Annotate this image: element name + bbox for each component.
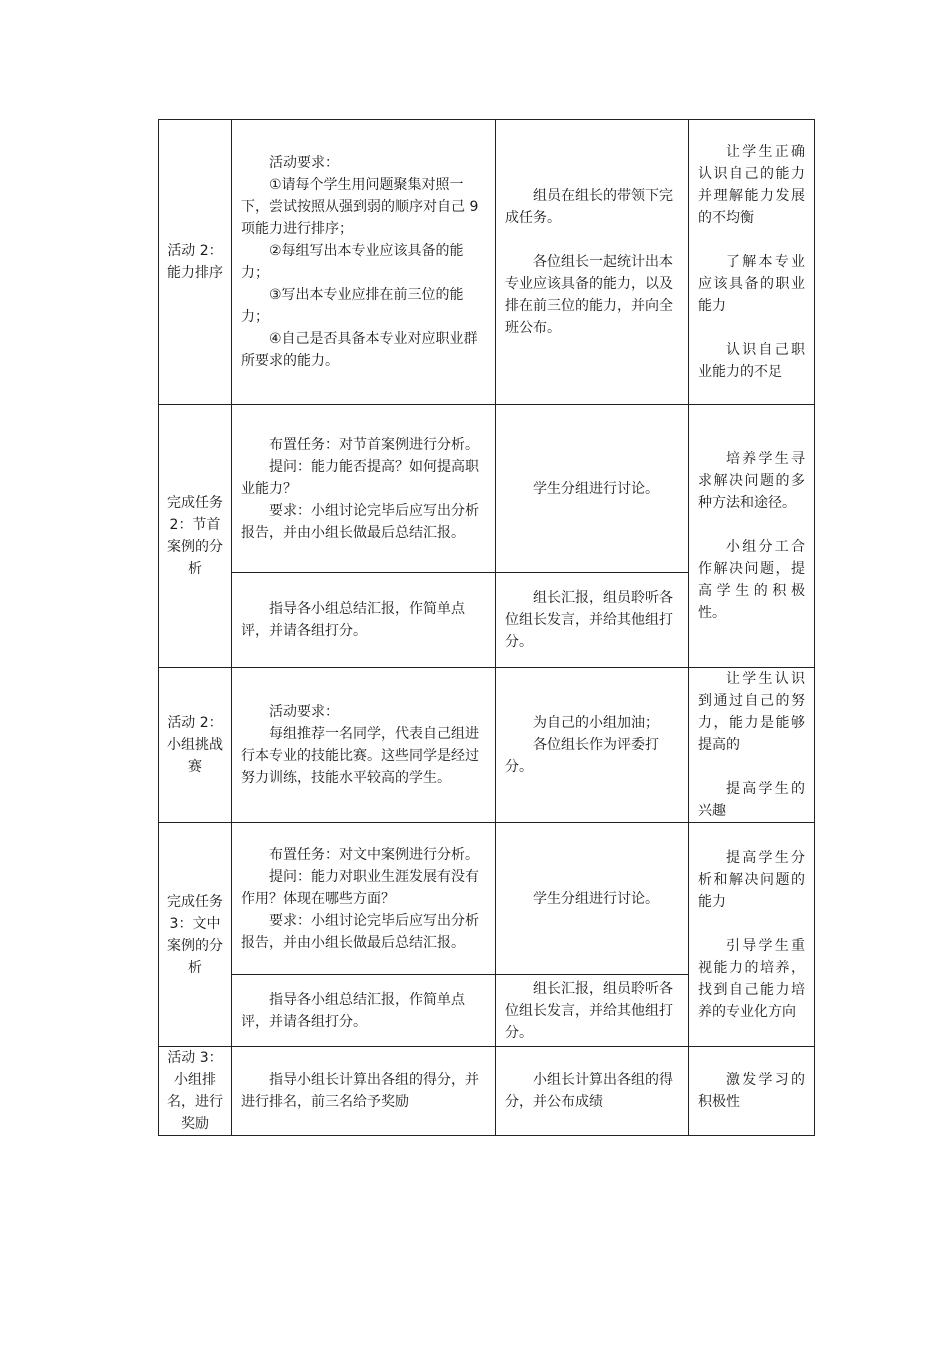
text-line: 培养学生寻求解决问题的多种方法和途径。: [698, 451, 805, 511]
activity-title: 完成任务 2：节首案例的分析: [159, 405, 232, 668]
table-row: [159, 405, 815, 573]
text-line: 组长汇报，组员聆听各位组长发言，并给其他组打分。: [505, 980, 673, 1041]
table-row: [159, 823, 815, 975]
teacher-activity: [232, 975, 496, 1047]
activity-title: 完成任务 3：文中案例的分析: [159, 823, 232, 1047]
text-line: 活动要求：: [269, 704, 339, 720]
text-line: 组长汇报，组员聆听各位组长发言，并给其他组打分。: [505, 590, 673, 650]
text-line: 指导小组长计算出各组的得分，并进行排名，前三名给予奖励: [241, 1072, 479, 1110]
design-purpose: [689, 1047, 815, 1136]
text-line: 提高学生的兴趣: [698, 781, 805, 819]
design-purpose: [689, 668, 815, 823]
text-line: ①请每个学生用问题聚集对照一下，尝试按照从强到弱的顺序对自己 9 项能力进行排序；: [241, 177, 479, 237]
text-line: 组员在组长的带领下完成任务。: [505, 188, 673, 226]
teacher-activity: [232, 573, 496, 668]
student-activity: [496, 1047, 689, 1136]
text-line: 引导学生重视能力的培养，找到自己能力培养的专业化方向: [698, 937, 805, 1020]
text-line: 学生分组进行讨论。: [533, 890, 659, 907]
design-purpose: [689, 823, 815, 1047]
text-line: 了解本专业应该具备的职业能力: [698, 254, 805, 314]
text-line: 每组推荐一名同学，代表自己组进行本专业的技能比赛。这些同学是经过努力训练，技能水平较高的学生。: [241, 726, 479, 786]
text-line: 为自己的小组加油；: [533, 715, 659, 731]
teacher-activity: [232, 120, 496, 405]
student-activity: [496, 823, 689, 975]
text-line: 学生分组进行讨论。: [533, 480, 659, 497]
student-activity: [496, 573, 689, 668]
design-purpose: [689, 120, 815, 405]
text-line: 小组分工合作解决问题，提高学生的积极性。: [698, 539, 805, 621]
table-row: [159, 120, 815, 405]
table-row: [159, 1047, 815, 1136]
student-activity: [496, 120, 689, 405]
student-activity: [496, 668, 689, 823]
activity-title: 活动 2：小组挑战赛: [159, 668, 232, 823]
student-activity: [496, 405, 689, 573]
text-line: 提高学生分析和解决问题的能力: [698, 849, 805, 910]
text-line: 活动要求：: [269, 155, 339, 171]
text-line: 让学生认识到通过自己的努力，能力是能够提高的: [698, 671, 805, 753]
text-line: 各位组长一起统计出本专业应该具备的能力，以及排在前三位的能力，并向全班公布。: [505, 254, 673, 336]
text-line: 认识自己职业能力的不足: [698, 342, 805, 380]
activity-title: 活动 3：小组排名，进行奖励: [159, 1047, 232, 1136]
text-line: 要求：小组讨论完毕后应写出分析报告，并由小组长做最后总结汇报。: [241, 502, 479, 541]
teacher-activity: [232, 668, 496, 823]
text-line: ②每组写出本专业应该具备的能力；: [241, 243, 464, 281]
text-line: ③写出本专业应排在前三位的能力；: [241, 287, 464, 325]
text-line: 要求：小组讨论完毕后应写出分析报告，并由小组长做最后总结汇报。: [241, 912, 479, 951]
text-line: 指导各小组总结汇报，作简单点评，并请各组打分。: [241, 991, 465, 1030]
student-activity: [496, 975, 689, 1047]
activity-title: 活动 2：能力排序: [159, 120, 232, 405]
text-line: 提问：能力能否提高？如何提高职业能力？: [241, 458, 479, 497]
design-purpose: [689, 405, 815, 668]
text-line: 小组长计算出各组的得分，并公布成绩: [505, 1072, 673, 1110]
text-line: 布置任务：对节首案例进行分析。: [269, 436, 479, 453]
teacher-activity: [232, 823, 496, 975]
text-line: ④自己是否具备本专业对应职业群所要求的能力。: [241, 331, 478, 369]
text-line: 提问：能力对职业生涯发展有没有作用？体现在哪些方面？: [241, 868, 479, 907]
text-line: 各位组长作为评委打分。: [505, 737, 659, 775]
text-line: 激发学习的积极性: [698, 1072, 805, 1110]
lesson-plan-table: [158, 119, 815, 1136]
text-line: 指导各小组总结汇报，作简单点评，并请各组打分。: [241, 601, 465, 639]
table-row: [159, 668, 815, 823]
teacher-activity: [232, 1047, 496, 1136]
teacher-activity: [232, 405, 496, 573]
text-line: 让学生正确认识自己的能力并理解能力发展的不均衡: [698, 144, 805, 226]
text-line: 布置任务：对文中案例进行分析。: [269, 846, 479, 863]
